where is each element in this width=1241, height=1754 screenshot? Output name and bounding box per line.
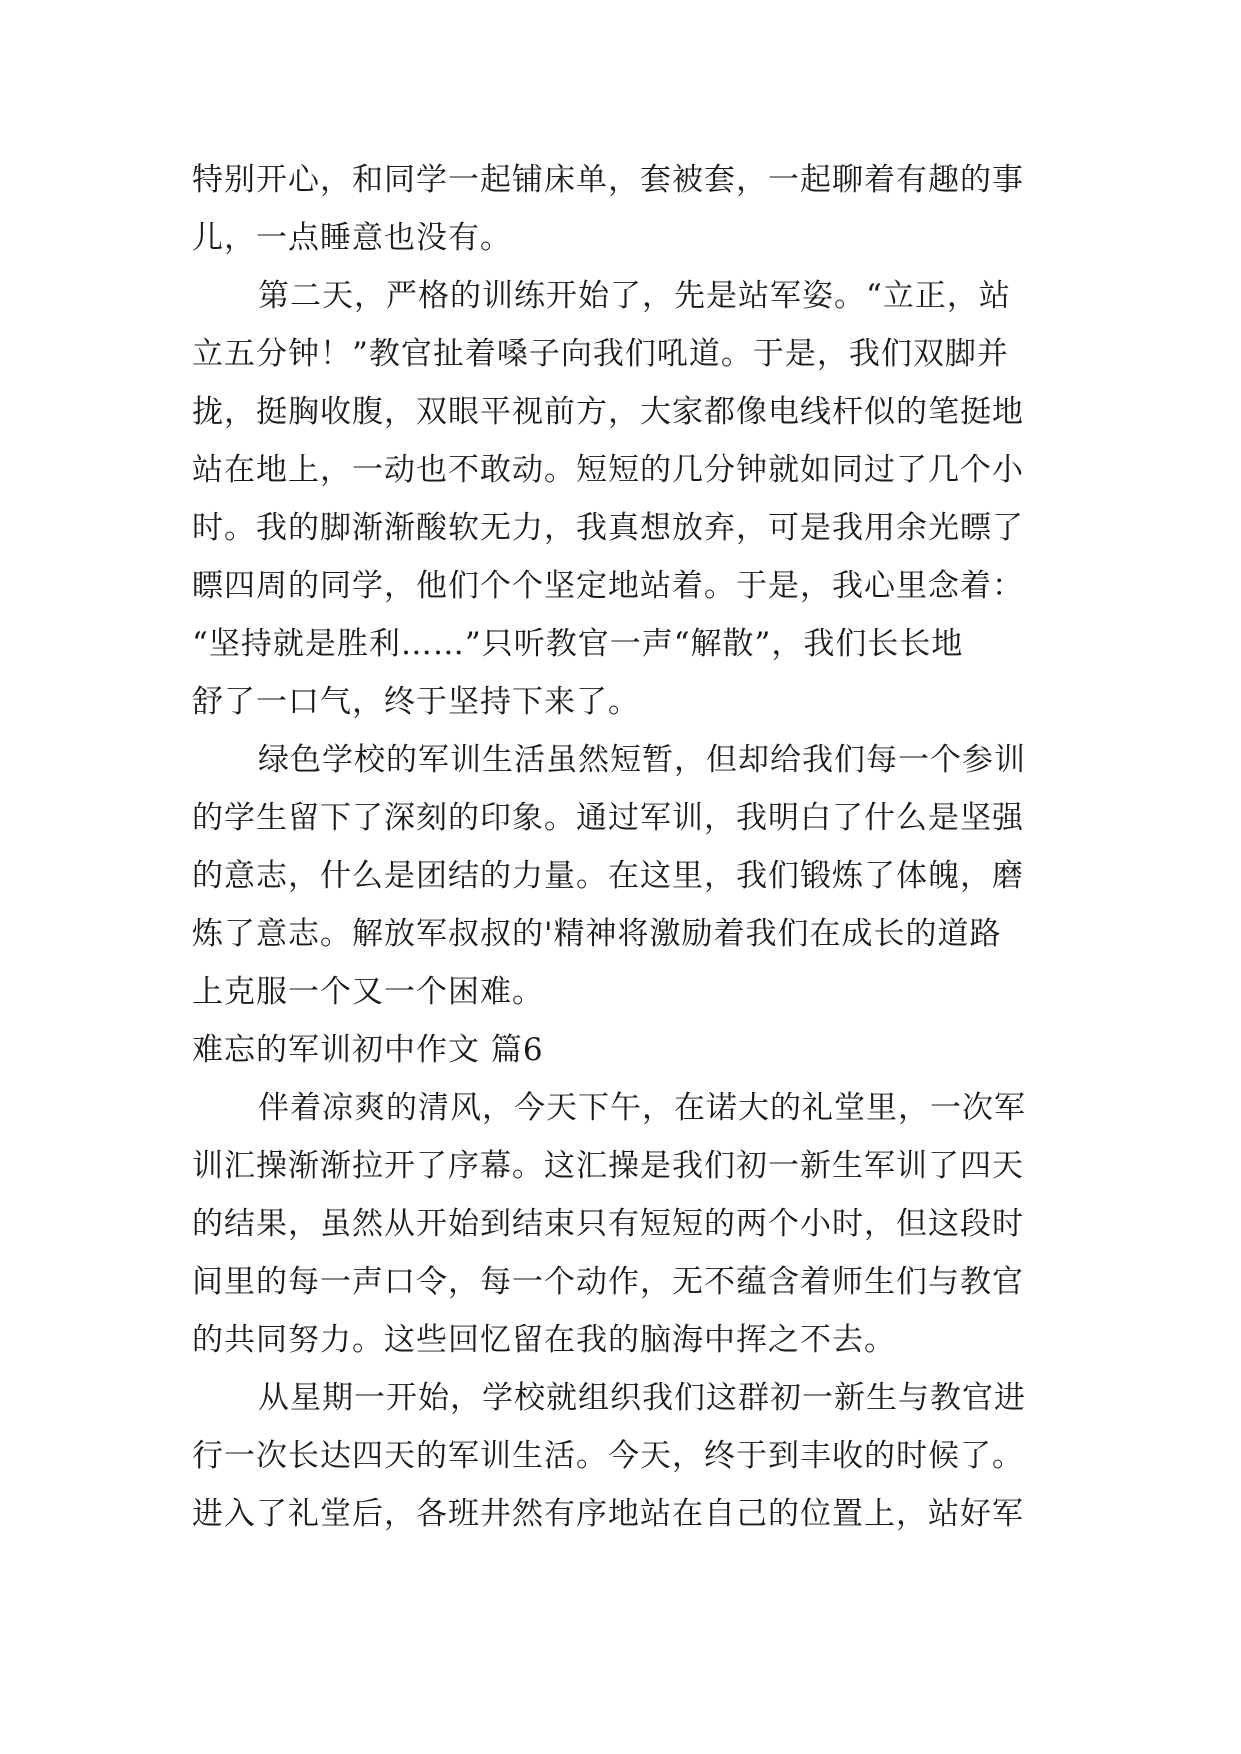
text-line-3: 第二天，严格的训练开始了，先是站军姿。“立正，站	[258, 278, 1011, 314]
text-line-20: 间里的每一声口令，每一个动作，无不蕴含着师生们与教官	[192, 1264, 1024, 1300]
text-line-1: 特别开心，和同学一起铺床单，套被套，一起聊着有趣的事	[192, 162, 1024, 198]
text-line-12: 的学生留下了深刻的印象。通过军训，我明白了什么是坚强	[192, 800, 1024, 836]
text-line-8: 瞟四周的同学，他们个个坚定地站着。于是，我心里念着：	[192, 568, 1024, 604]
text-line-15: 上克服一个又一个困难。	[192, 974, 544, 1010]
text-line-11: 绿色学校的军训生活虽然短暂，但却给我们每一个参训	[258, 742, 1026, 778]
text-line-23: 行一次长达四天的军训生活。今天，终于到丰收的时候了。	[192, 1438, 1024, 1474]
section-heading: 难忘的军训初中作文 篇6	[192, 1032, 544, 1068]
text-line-14: 炼了意志。解放军叔叔的'精神将激励着我们在成长的道路	[192, 916, 1002, 952]
text-line-9: “坚持就是胜利……”只听教官一声“解散”，我们长长地	[192, 626, 964, 662]
text-line-22: 从星期一开始，学校就组织我们这群初一新生与教官进	[258, 1380, 1026, 1416]
text-line-4: 立五分钟！”教官扯着嗓子向我们吼道。于是，我们双脚并	[192, 336, 1009, 372]
text-line-17: 伴着凉爽的清风，今天下午，在诺大的礼堂里，一次军	[258, 1090, 1026, 1126]
text-line-24: 进入了礼堂后，各班井然有序地站在自己的位置上，站好军	[192, 1496, 1024, 1532]
text-line-19: 的结果，虽然从开始到结束只有短短的两个小时，但这段时	[192, 1206, 1024, 1242]
text-line-21: 的共同努力。这些回忆留在我的脑海中挥之不去。	[192, 1322, 896, 1358]
text-line-18: 训汇操渐渐拉开了序幕。这汇操是我们初一新生军训了四天	[192, 1148, 1024, 1184]
text-line-10: 舒了一口气，终于坚持下来了。	[192, 684, 640, 720]
text-line-6: 站在地上，一动也不敢动。短短的几分钟就如同过了几个小	[192, 452, 1024, 488]
text-line-13: 的意志，什么是团结的力量。在这里，我们锻炼了体魄，磨	[192, 858, 1024, 894]
text-line-2: 儿，一点睡意也没有。	[192, 220, 512, 256]
text-line-5: 拢，挺胸收腹，双眼平视前方，大家都像电线杆似的笔挺地	[192, 394, 1024, 430]
text-line-7: 时。我的脚渐渐酸软无力，我真想放弃，可是我用余光瞟了	[192, 510, 1024, 546]
